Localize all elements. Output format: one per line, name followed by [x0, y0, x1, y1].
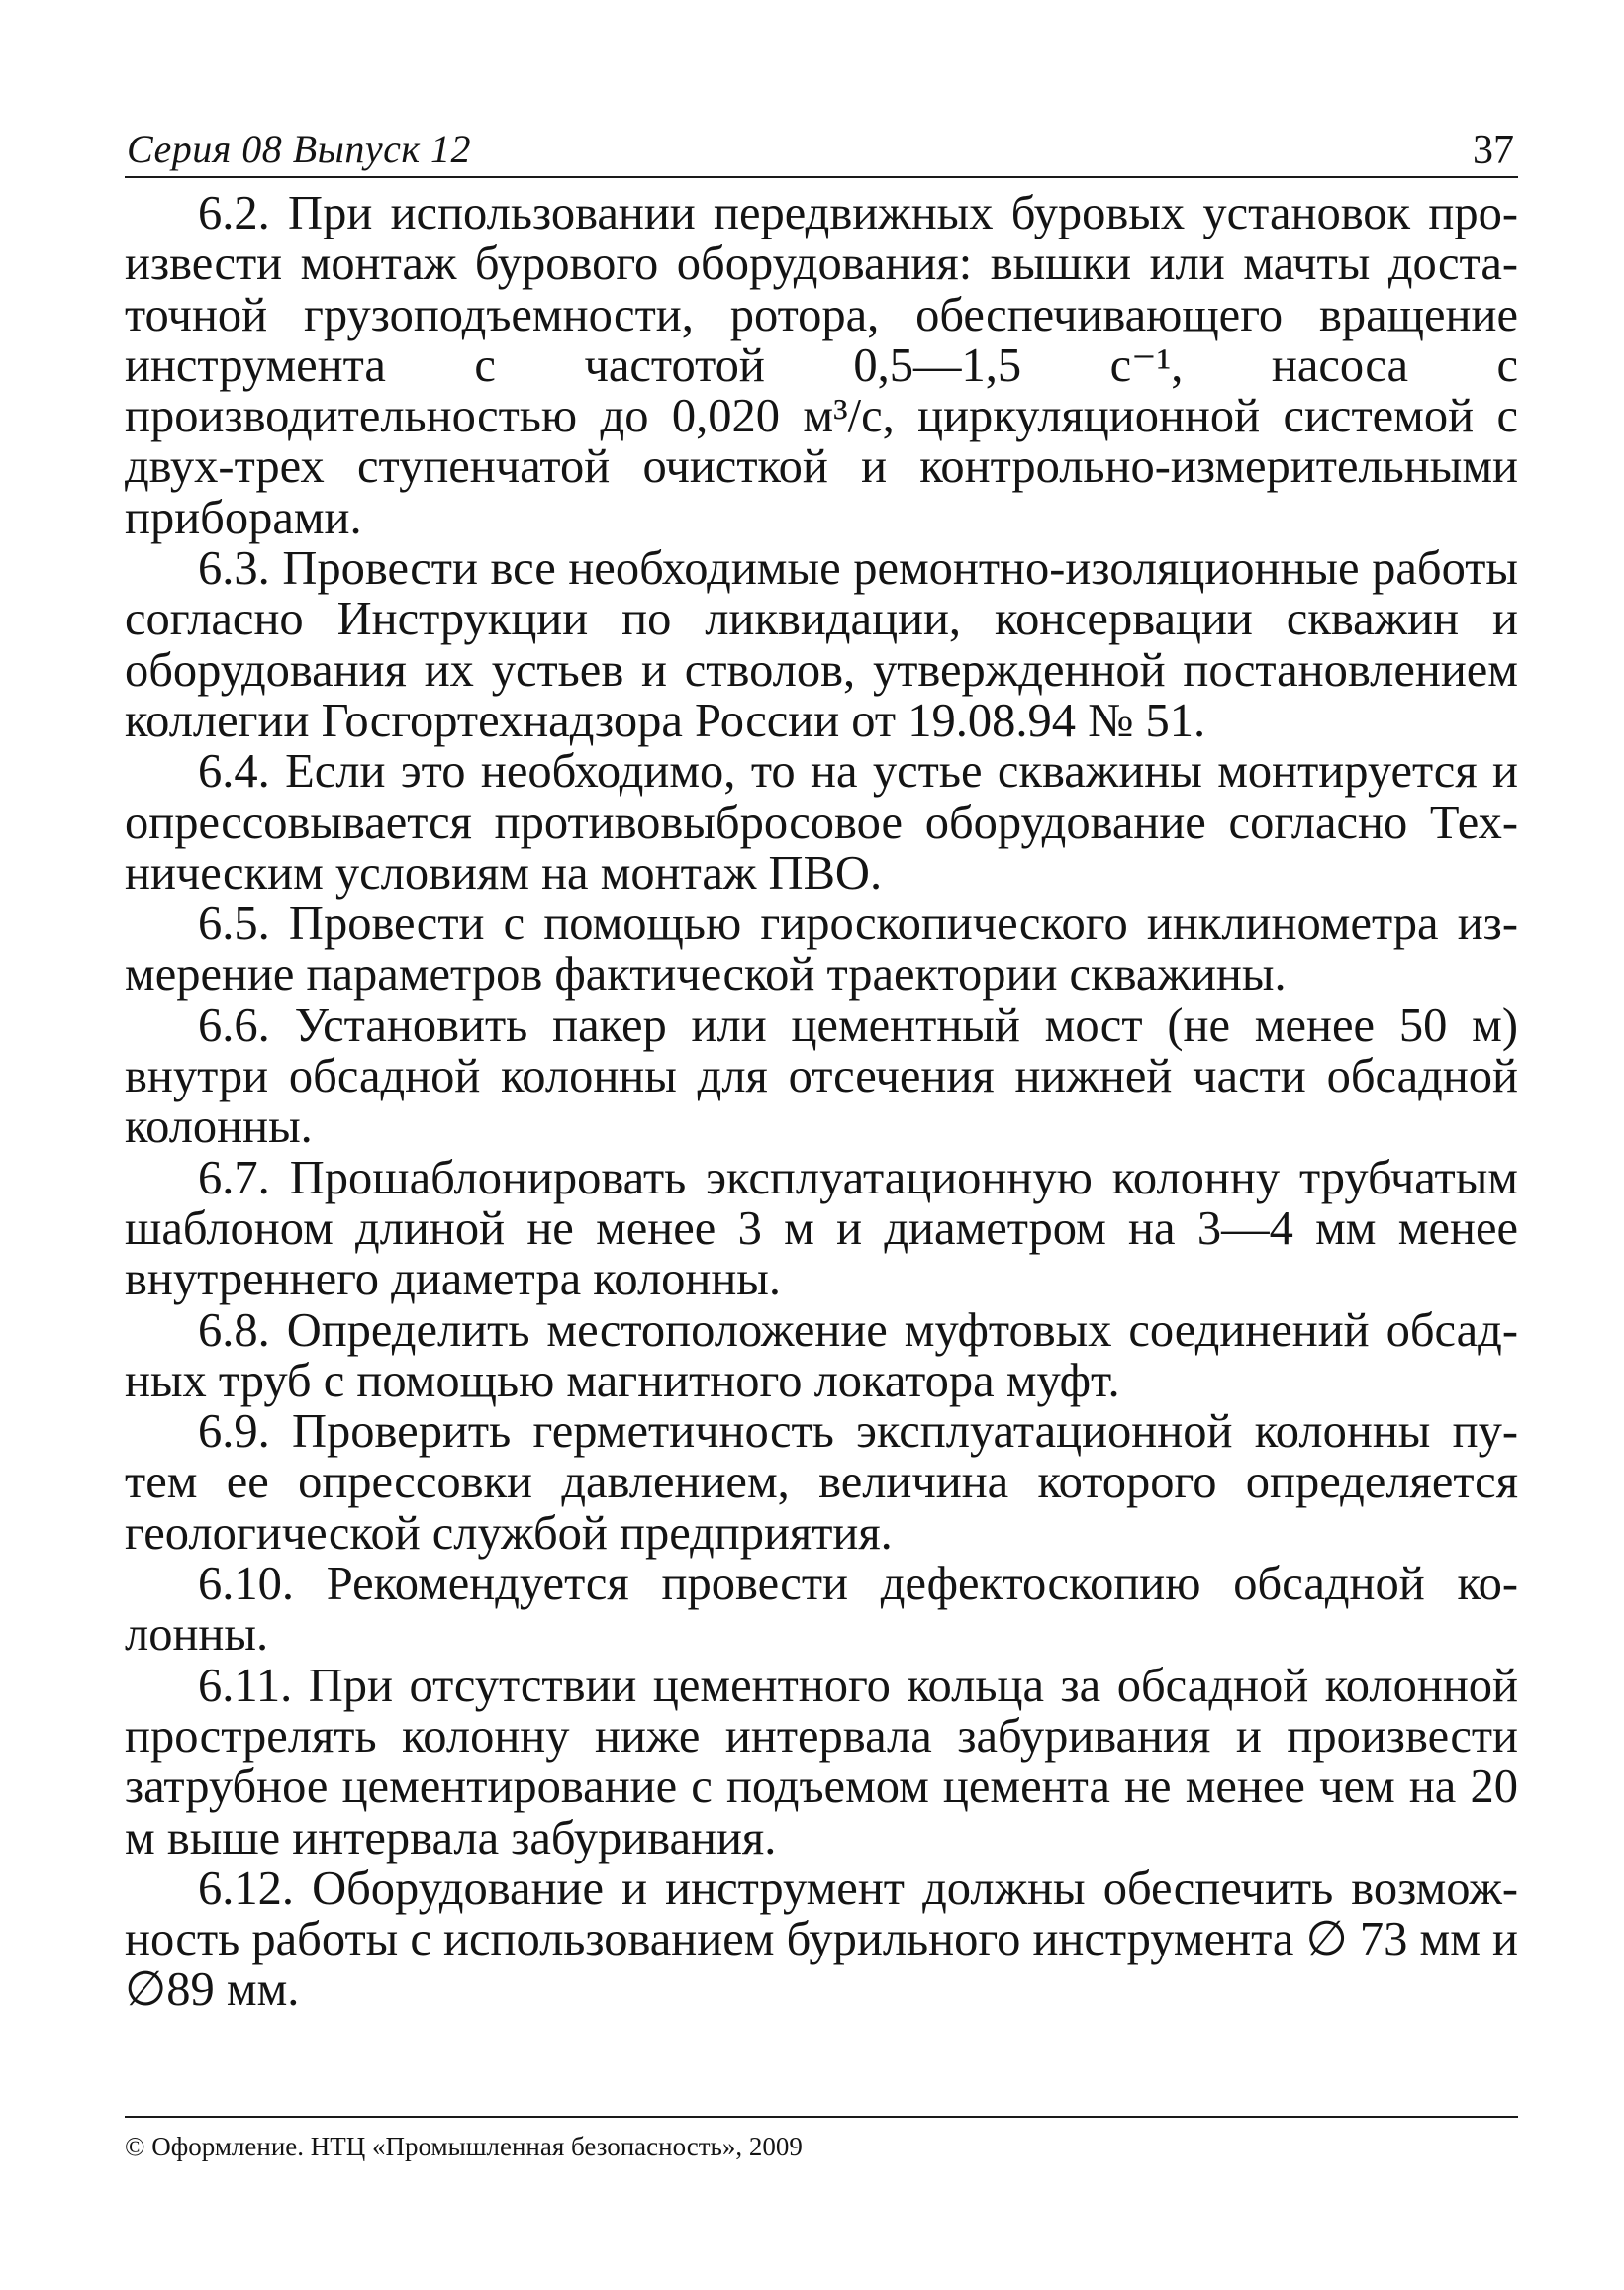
paragraph-6-12: 6.12. Оборудование и инструмент должны обеспечить возможность работы с использованием бурильного инструмента ∅ 73 мм и ∅89 мм. — [125, 1861, 1518, 2017]
paragraph-6-4: 6.4. Если это необходимо, то на устье скважины монтируется и опрессовывается противовыбросовое оборудование согласно Техническим условиям на монтаж ПВО. — [125, 745, 1518, 900]
paragraph-6-2: 6.2. При использовании передвижных буровых установок произвести монтаж бурового оборудования: вышки или мачты достаточной грузоподъемности, ротора, обеспечивающего вращение инструмента с частотой 0,5—1,5 с⁻¹, насоса с производительностью до 0,020 м³/с, циркуляционной системой с двух-трех ступенчатой очисткой и контрольно-измерительными приборами. — [125, 187, 1518, 544]
copyright-notice: © Оформление. НТЦ «Промышленная безопасность», 2009 — [125, 2132, 803, 2161]
paragraph-6-6: 6.6. Установить пакер или цементный мост (не менее 50 м) внутри обсадной колонны для отсечения нижней части обсадной колонны. — [125, 999, 1518, 1154]
paragraph-6-7: 6.7. Прошаблонировать эксплуатационную колонну трубчатым шаблоном длиной не менее 3 м и диаметром на 3—4 мм менее внутреннего диаметра колонны. — [125, 1151, 1518, 1306]
page-footer — [125, 2116, 1518, 2162]
paragraph-6-3: 6.3. Провести все необходимые ремонтно-изоляционные работы согласно Инструкции по ликвидации, консервации скважин и оборудования их устьев и стволов, утвержденной постановлением коллегии Госгортехнадзора России от 19.08.94 № 51. — [125, 542, 1518, 747]
paragraph-6-9: 6.9. Проверить герметичность эксплуатационной колонны путем ее опрессовки давлением, величина которого определяется геологической службой предприятия. — [125, 1405, 1518, 1560]
paragraph-6-5: 6.5. Провести с помощью гироскопического инклинометра измерение параметров фактической траектории скважины. — [125, 898, 1518, 1002]
paragraph-6-10: 6.10. Рекомендуется провести дефектоскопию обсадной колонны. — [125, 1558, 1518, 1662]
body-text — [125, 188, 1518, 2016]
page-number: 37 — [1473, 128, 1514, 173]
paragraph-6-8: 6.8. Определить местоположение муфтовых соединений обсадных труб с помощью магнитного локатора муфт. — [125, 1303, 1518, 1407]
running-header — [125, 117, 1518, 178]
series-label: Серия 08 Выпуск 12 — [127, 127, 472, 171]
document-page — [125, 117, 1518, 2175]
paragraph-6-11: 6.11. При отсутствии цементного кольца за обсадной колонной прострелять колонну ниже интервала забуривания и произвести затрубное цементирование с подъемом цемента не менее чем на 20 м выше интервала забуривания. — [125, 1659, 1518, 1864]
